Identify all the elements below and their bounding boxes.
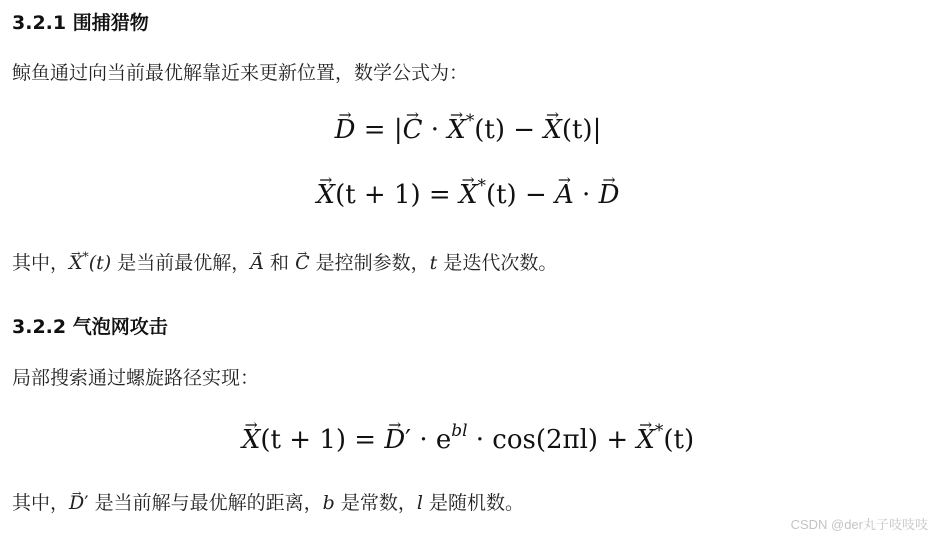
superscript-bl: bl	[451, 420, 468, 440]
math-t: (t)	[88, 252, 112, 274]
section-heading-1: 3.2.1 围捕猎物	[12, 12, 149, 34]
superscript-star: *	[654, 420, 664, 440]
vector-x: → X	[317, 180, 336, 210]
text: 是当前解与最优解的距离，	[88, 492, 323, 514]
text: 和	[263, 252, 296, 274]
vector-x: → X	[242, 425, 261, 455]
vector-d: → D	[384, 425, 405, 455]
eq-text: (t + 1) =	[335, 179, 459, 210]
prime: ′	[84, 492, 89, 514]
eq-text: (t) −	[485, 179, 555, 210]
vector-c: → C	[403, 115, 423, 145]
prime: ′	[405, 424, 412, 455]
vector-x: → X	[543, 115, 562, 145]
text: 其中，	[12, 492, 70, 514]
math-t: t	[429, 252, 438, 274]
eq-text: = |	[355, 114, 403, 145]
text: 是迭代次数。	[437, 252, 558, 274]
vector-x-best: → X	[69, 252, 83, 274]
vector-a: → A	[555, 180, 574, 210]
eq-text: · e	[411, 424, 452, 455]
text: 是控制参数，	[309, 252, 430, 274]
eq-text: ·	[422, 114, 448, 145]
eq-text: (t + 1) =	[260, 424, 385, 455]
superscript-star: *	[477, 175, 486, 195]
eq-text: · cos(2πl) +	[467, 424, 637, 455]
superscript-star: *	[82, 249, 89, 264]
math-b: b	[322, 492, 335, 514]
text: 是随机数。	[422, 492, 524, 514]
section-heading-2: 3.2.2 气泡网攻击	[12, 316, 168, 338]
equation-spiral	[0, 420, 936, 455]
vector-c: → C	[295, 252, 310, 274]
vector-d: → D	[69, 492, 84, 514]
eq-text: (t)	[663, 424, 695, 455]
watermark: CSDN @der丸子吱吱吱	[790, 517, 928, 532]
text: 是当前最优解，	[111, 252, 251, 274]
section-intro-1: 鲸鱼通过向当前最优解靠近来更新位置，数学公式为：	[12, 62, 469, 84]
vector-d: → D	[599, 180, 620, 210]
eq-text: ·	[573, 179, 599, 210]
vector-d: → D	[335, 115, 356, 145]
eq-text: (t) −	[474, 114, 544, 145]
superscript-star: *	[465, 110, 475, 130]
vector-a: → A	[250, 252, 264, 274]
eq-text: (t)|	[561, 114, 602, 145]
vector-x-best: → X	[459, 180, 478, 210]
section-intro-2: 局部搜索通过螺旋路径实现：	[12, 367, 260, 389]
math-l: l	[416, 492, 423, 514]
equation-position-update	[0, 175, 936, 210]
text: 其中，	[12, 252, 70, 274]
explanation-1	[12, 248, 557, 275]
equation-distance	[0, 110, 936, 145]
explanation-2	[12, 488, 524, 515]
vector-x-best: → X	[636, 425, 655, 455]
text: 是常数，	[334, 492, 417, 514]
vector-x-best: → X	[447, 115, 466, 145]
